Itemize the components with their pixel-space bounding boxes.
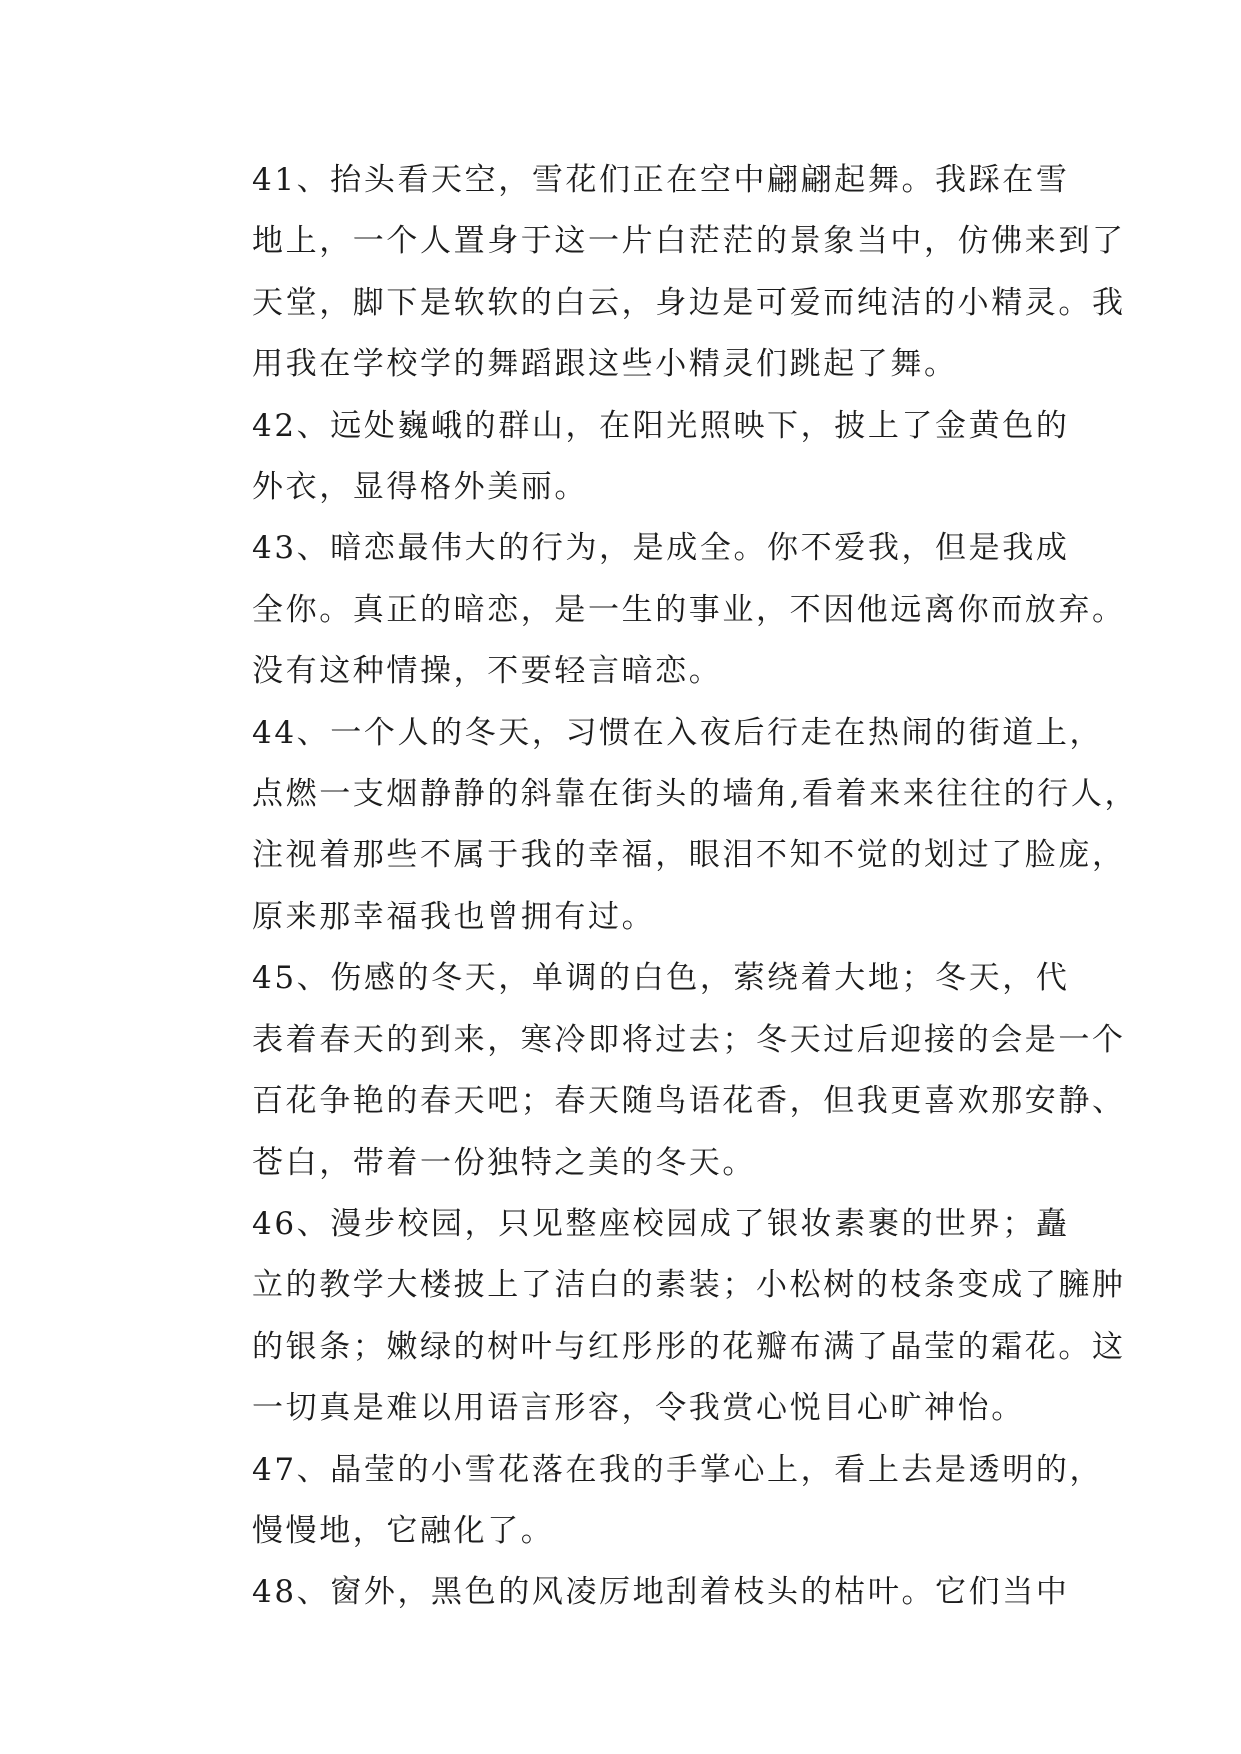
text-line: 点燃一支烟静静的斜靠在街头的墙角,看着来来往往的行人， bbox=[252, 776, 1139, 813]
text-line: 48、窗外，黑色的风凌厉地刮着枝头的枯叶。它们当中 bbox=[252, 1574, 1070, 1611]
paragraph-41 bbox=[190, 150, 1126, 396]
text-line: 41、抬头看天空，雪花们正在空中翩翩起舞。我踩在雪 bbox=[252, 162, 1070, 198]
text-line: 一切真是难以用语言形容，令我赏心悦目心旷神怡。 bbox=[252, 1390, 1025, 1427]
document-body bbox=[190, 150, 1139, 1624]
text-line: 44、一个人的冬天，习惯在入夜后行走在热闹的街道上， bbox=[252, 714, 1104, 751]
paragraph-45 bbox=[190, 948, 1126, 1194]
text-line: 的银条；嫩绿的树叶与红彤彤的花瓣布满了晶莹的霜花。这 bbox=[252, 1328, 1126, 1365]
text-line: 立的教学大楼披上了洁白的素装；小松树的枝条变成了臃肿 bbox=[252, 1267, 1126, 1304]
text-line: 表着春天的到来，寒冷即将过去；冬天过后迎接的会是一个 bbox=[252, 1021, 1126, 1058]
text-line: 46、漫步校园，只见整座校园成了银妆素裹的世界；矗 bbox=[252, 1205, 1070, 1242]
text-line: 慢慢地，它融化了。 bbox=[252, 1512, 555, 1549]
text-line: 外衣，显得格外美丽。 bbox=[252, 469, 588, 506]
text-line: 注视着那些不属于我的幸福，眼泪不知不觉的划过了脸庞， bbox=[252, 837, 1126, 874]
text-line: 43、暗恋最伟大的行为，是成全。你不爱我，但是我成 bbox=[252, 530, 1070, 567]
text-line: 用我在学校学的舞蹈跟这些小精灵们跳起了舞。 bbox=[252, 346, 958, 383]
paragraph-47 bbox=[190, 1440, 1104, 1563]
text-line: 原来那幸福我也曾拥有过。 bbox=[252, 898, 656, 935]
paragraph-43 bbox=[190, 518, 1126, 702]
text-line: 没有这种情操，不要轻言暗恋。 bbox=[252, 653, 723, 690]
paragraph-42 bbox=[190, 396, 1070, 519]
paragraph-46 bbox=[190, 1194, 1126, 1440]
text-line: 45、伤感的冬天，单调的白色，萦绕着大地；冬天，代 bbox=[252, 960, 1070, 997]
text-line: 苍白，带着一份独特之美的冬天。 bbox=[252, 1144, 756, 1181]
paragraph-44 bbox=[190, 703, 1139, 949]
text-line: 全你。真正的暗恋，是一生的事业，不因他远离你而放弃。 bbox=[252, 591, 1126, 628]
text-line: 百花争艳的春天吧；春天随鸟语花香，但我更喜欢那安静、 bbox=[252, 1083, 1126, 1120]
text-line: 天堂，脚下是软软的白云，身边是可爱而纯洁的小精灵。我 bbox=[252, 284, 1126, 321]
text-line: 地上，一个人置身于这一片白茫茫的景象当中，仿佛来到了 bbox=[252, 223, 1126, 260]
text-line: 42、远处巍峨的群山，在阳光照映下，披上了金黄色的 bbox=[252, 407, 1070, 444]
paragraph-48 bbox=[190, 1562, 1070, 1623]
text-line: 47、晶莹的小雪花落在我的手掌心上，看上去是透明的， bbox=[252, 1451, 1104, 1488]
